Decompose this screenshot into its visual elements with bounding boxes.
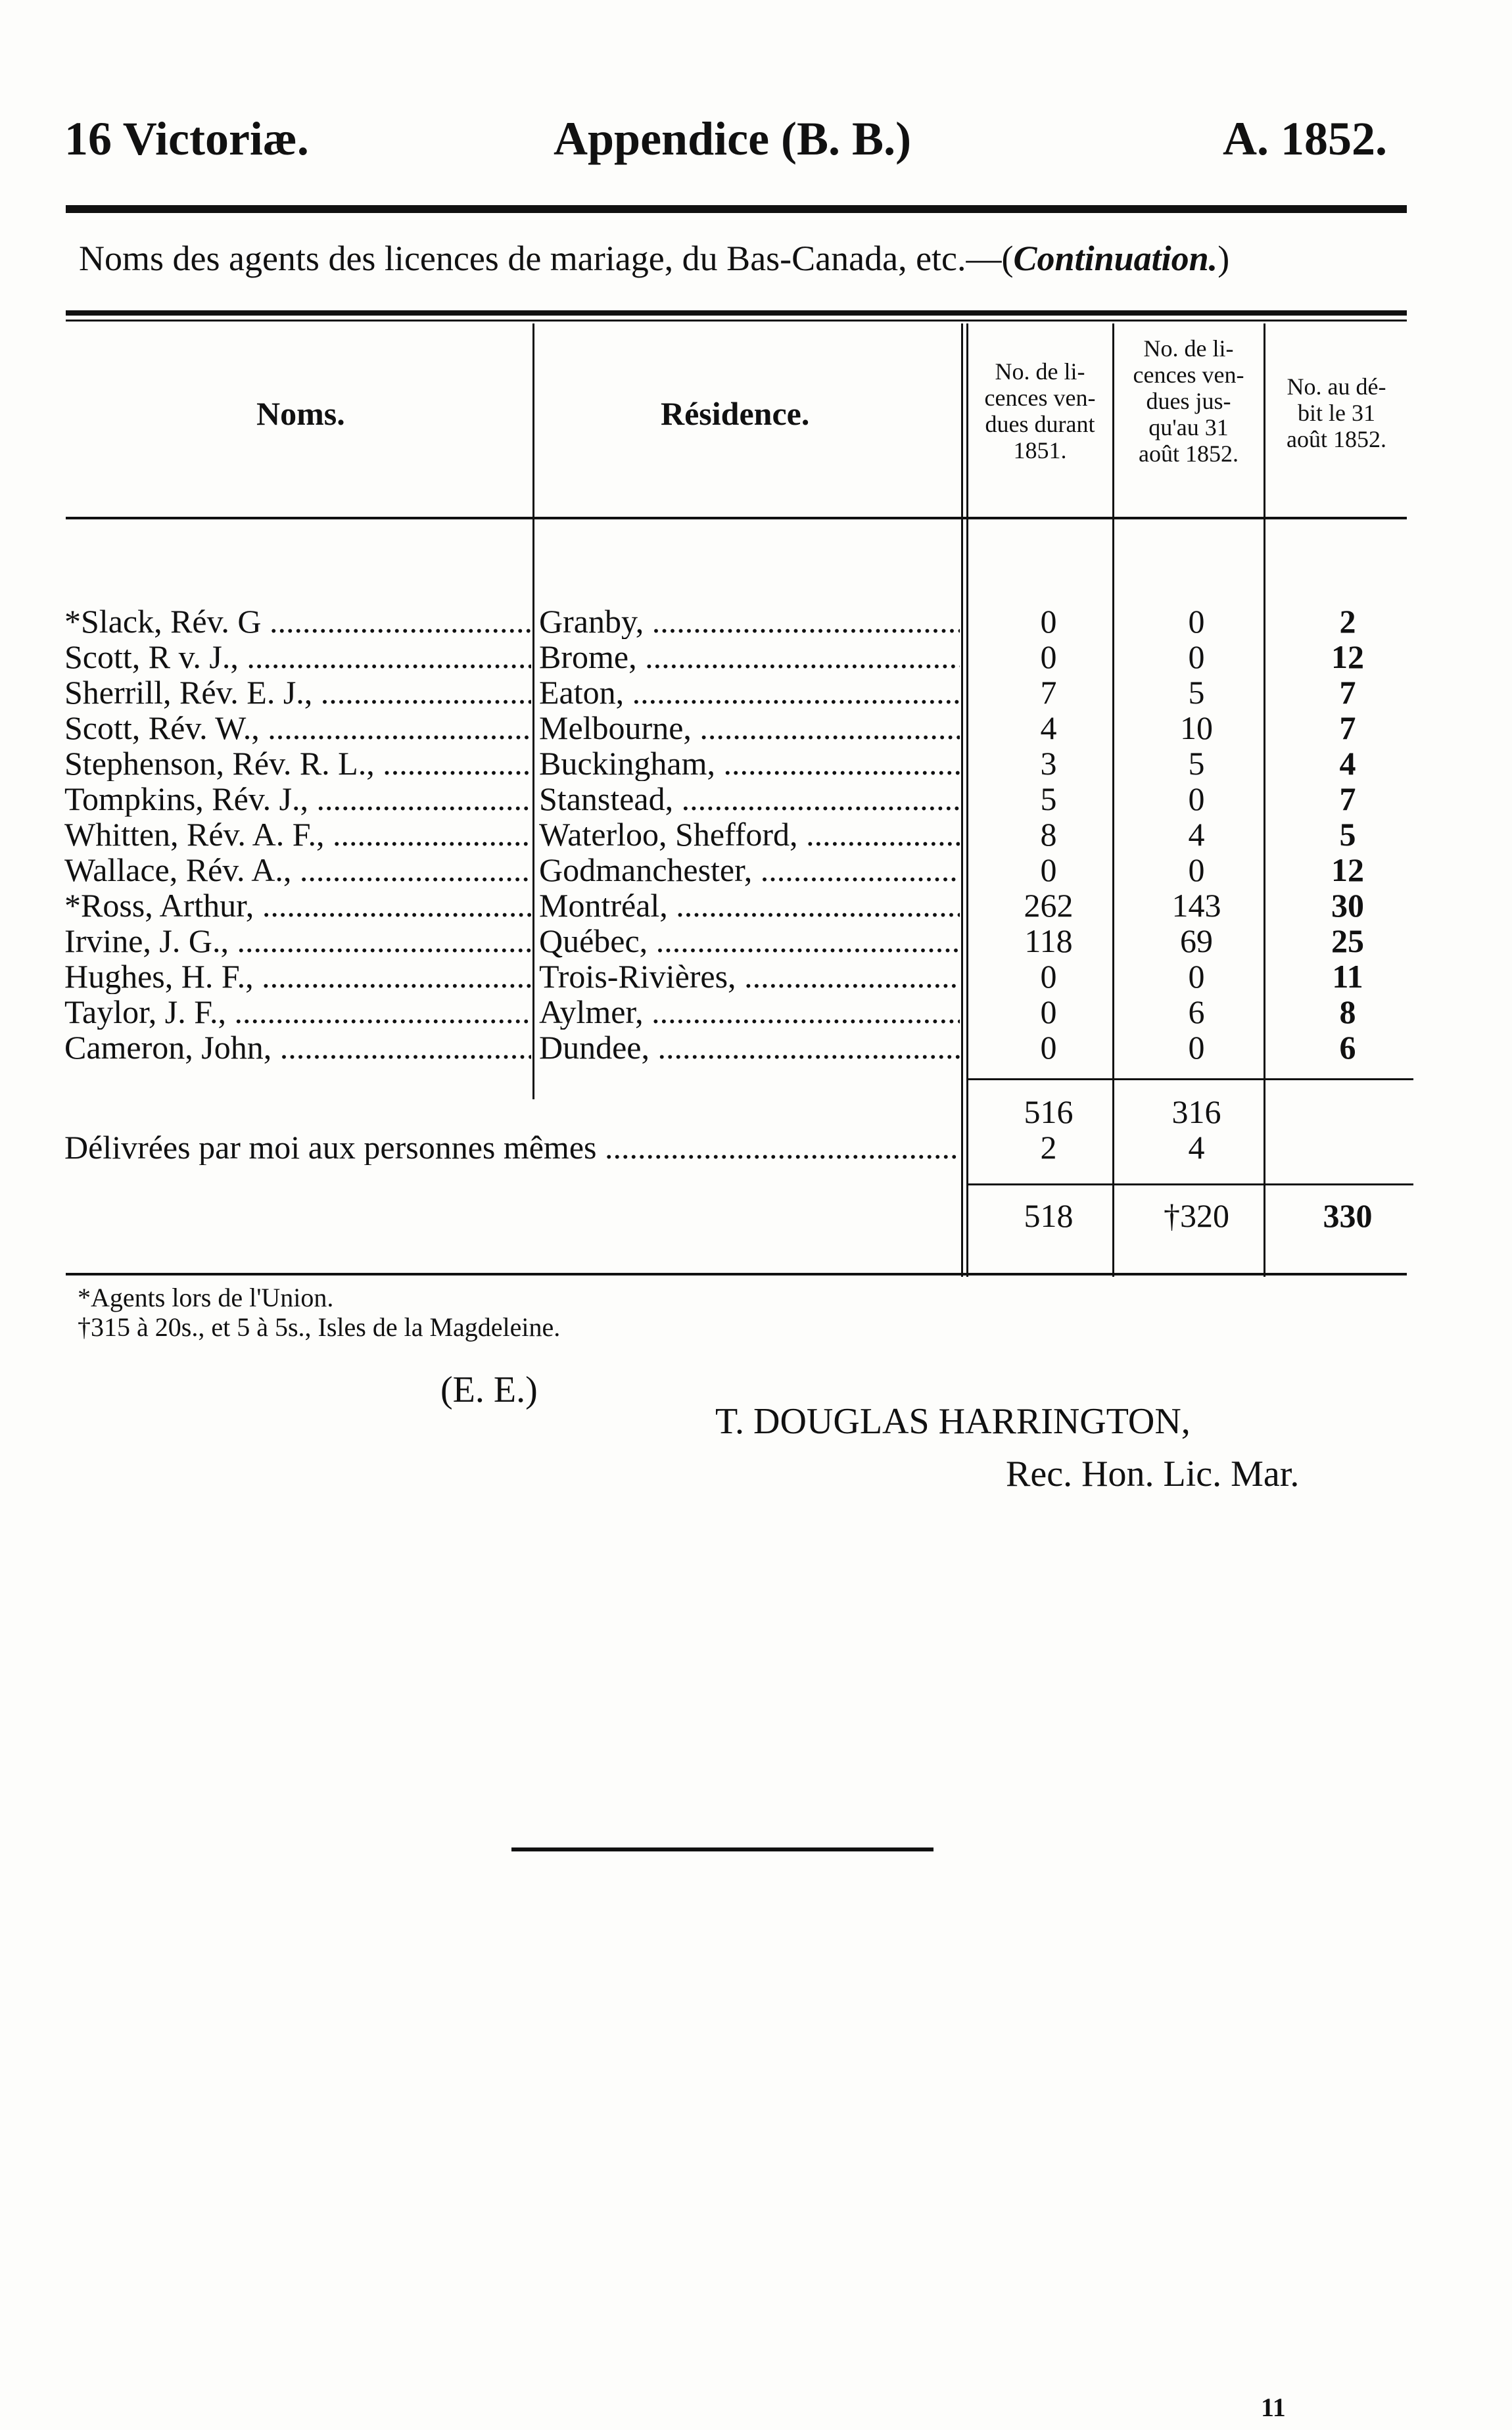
row-residence: Granby, .....: [539, 604, 960, 639]
col-divider-res-a: [961, 323, 963, 1277]
signature-ref: (E. E.): [440, 1370, 538, 1410]
row-c1: 0: [1040, 639, 1057, 675]
col-header-c3-line: août 1852.: [1287, 426, 1386, 452]
row-name: Sherrill, Rév. E. J., .....: [64, 675, 531, 710]
subtotal-rule: [966, 1078, 1413, 1080]
header-center: Appendice (B. B.): [554, 112, 912, 165]
col-header-c2-line: qu'au 31: [1148, 414, 1229, 441]
row-name: Scott, R v. J., .....: [64, 639, 531, 675]
row-c2: 0: [1188, 959, 1205, 994]
total-c3: 330: [1323, 1198, 1373, 1233]
table-title: [79, 238, 1229, 279]
row-c2: 10: [1180, 710, 1213, 746]
col-header-c3: [1266, 373, 1407, 452]
row-residence: Melbourne, .....: [539, 710, 960, 746]
row-c1: 0: [1040, 994, 1057, 1030]
col-header-c2-line: cences ven-: [1133, 362, 1244, 388]
col-header-name: Noms.: [256, 395, 345, 432]
row-name: *Ross, Arthur, .....: [64, 888, 531, 923]
row-name: *Slack, Rév. G .....: [64, 604, 531, 639]
col-divider-name: [532, 323, 534, 1099]
row-name: Wallace, Rév. A., .....: [64, 852, 531, 888]
col-header-c3-line: bit le 31: [1298, 400, 1375, 426]
col-header-c1-line: dues durant: [985, 411, 1095, 437]
row-residence: Godmanchester, .....: [539, 852, 960, 888]
row-c2: 4: [1188, 817, 1205, 852]
table-title-italic: Continuation.: [1013, 239, 1218, 278]
row-residence: Québec, .....: [539, 923, 960, 959]
row-c2: 5: [1188, 746, 1205, 781]
table-bottom-rule: [66, 1273, 1407, 1275]
row-residence: Waterloo, Shefford, .....: [539, 817, 960, 852]
col-header-c2-line: août 1852.: [1139, 441, 1239, 467]
page-number: 11: [1261, 2393, 1286, 2422]
row-residence: Aylmer, .....: [539, 994, 960, 1030]
row-residence: Montréal, .....: [539, 888, 960, 923]
row-c2: 0: [1188, 604, 1205, 639]
col-header-c1-line: No. de li-: [995, 358, 1085, 385]
row-c1: 4: [1040, 710, 1057, 746]
row-c1: 0: [1040, 604, 1057, 639]
col-header-c1-line: cences ven-: [984, 385, 1096, 411]
row-name: Stephenson, Rév. R. L., .....: [64, 746, 531, 781]
row-c3: 25: [1331, 923, 1364, 959]
row-c3: 7: [1339, 781, 1356, 817]
row-name: Cameron, John, .....: [64, 1030, 531, 1065]
row-name: Scott, Rév. W., .....: [64, 710, 531, 746]
delivered-c2: 4: [1188, 1130, 1205, 1165]
col-header-c2-line: No. de li-: [1143, 335, 1234, 362]
row-name: Tompkins, Rév. J., .....: [64, 781, 531, 817]
row-c3: 7: [1339, 675, 1356, 710]
table-top-rule: [66, 310, 1407, 316]
row-c3: 30: [1331, 888, 1364, 923]
delivered-c1: 2: [1040, 1130, 1057, 1165]
row-c1: 5: [1040, 781, 1057, 817]
row-c3: 11: [1332, 959, 1363, 994]
row-c2: 143: [1171, 888, 1221, 923]
subtotal-c1: 516: [1024, 1094, 1074, 1130]
col-header-c1: [969, 358, 1111, 464]
row-c1: 8: [1040, 817, 1057, 852]
row-name: Whitten, Rév. A. F., .....: [64, 817, 531, 852]
header-right: A. 1852.: [1223, 112, 1387, 165]
signature-name: T. DOUGLAS HARRINGTON,: [715, 1401, 1191, 1442]
col-header-residence: Résidence.: [661, 395, 810, 432]
row-c2: 6: [1188, 994, 1205, 1030]
row-residence: Buckingham, .....: [539, 746, 960, 781]
row-name: Irvine, J. G., .....: [64, 923, 531, 959]
row-c1: 0: [1040, 852, 1057, 888]
row-c1: 7: [1040, 675, 1057, 710]
row-residence: Trois-Rivières, .....: [539, 959, 960, 994]
col-header-c2: [1115, 335, 1262, 467]
footnote: †315 à 20s., et 5 à 5s., Isles de la Magdeleine.: [78, 1312, 561, 1342]
closing-rule: [511, 1847, 933, 1851]
table-title-close: ): [1217, 239, 1230, 278]
col-header-c2-line: dues jus-: [1146, 388, 1231, 414]
row-c2: 0: [1188, 852, 1205, 888]
header-rule: [66, 205, 1407, 213]
signature-title: Rec. Hon. Lic. Mar.: [1006, 1454, 1300, 1494]
row-c2: 69: [1180, 923, 1213, 959]
row-residence: Stanstead, .....: [539, 781, 960, 817]
row-c3: 7: [1339, 710, 1356, 746]
row-c3: 12: [1331, 639, 1364, 675]
row-name: Taylor, J. F., .....: [64, 994, 531, 1030]
row-c1: 118: [1024, 923, 1073, 959]
row-c3: 5: [1339, 817, 1356, 852]
row-c3: 12: [1331, 852, 1364, 888]
subtotal-c2: 316: [1171, 1094, 1221, 1130]
row-residence: Brome, .....: [539, 639, 960, 675]
total-c1: 518: [1024, 1198, 1074, 1233]
col-header-c1-line: 1851.: [1013, 437, 1067, 464]
row-name: Hughes, H. F., .....: [64, 959, 531, 994]
row-residence: Eaton, .....: [539, 675, 960, 710]
row-c1: 3: [1040, 746, 1057, 781]
total-c2: †320: [1164, 1198, 1229, 1233]
row-c3: 6: [1339, 1030, 1356, 1065]
row-c3: 4: [1339, 746, 1356, 781]
table-top-rule-2: [66, 320, 1407, 322]
row-residence: Dundee, .....: [539, 1030, 960, 1065]
row-c2: 0: [1188, 781, 1205, 817]
header-bottom-rule: [66, 517, 1407, 519]
row-c2: 5: [1188, 675, 1205, 710]
delivered-label: Délivrées par moi aux personnes mêmes .....: [64, 1130, 958, 1165]
row-c2: 0: [1188, 1030, 1205, 1065]
header-left: 16 Victoriæ.: [64, 112, 309, 165]
total-rule: [966, 1183, 1413, 1185]
col-header-c3-line: No. au dé-: [1287, 373, 1386, 400]
row-c3: 2: [1339, 604, 1356, 639]
row-c1: 0: [1040, 959, 1057, 994]
footnote: *Agents lors de l'Union.: [78, 1283, 334, 1312]
row-c1: 0: [1040, 1030, 1057, 1065]
row-c2: 0: [1188, 639, 1205, 675]
table-title-text: Noms des agents des licences de mariage, du Bas-Canada, etc.—(: [79, 239, 1014, 278]
row-c3: 8: [1339, 994, 1356, 1030]
row-c1: 262: [1024, 888, 1074, 923]
